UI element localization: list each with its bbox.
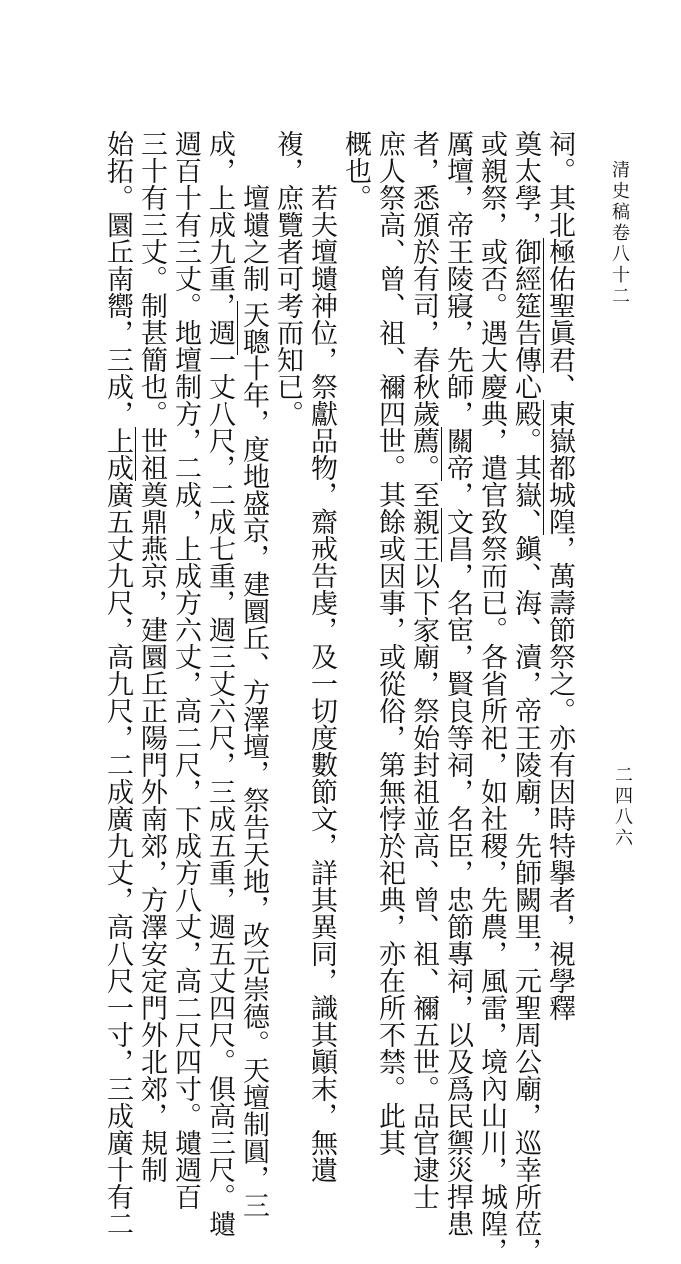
- text-segment: 者，悉頒於有司，春秋歲薦。至親王以下家廟，祭始封祖並高、曾、祖、禰五世。品官逮士: [408, 130, 439, 1210]
- text-column: [304, 130, 338, 1183]
- text-segment: 奠鼎燕京，建圜丘正陽門外南郊，方澤安定門外北郊，規制: [136, 481, 167, 1183]
- proper-name-mark: 世祖: [136, 427, 167, 481]
- proper-name-mark: 極佑聖眞君: [544, 238, 575, 373]
- text-segment: 壇壝之制: [238, 184, 269, 301]
- text-column: [236, 130, 270, 1219]
- text-segment: ，名宦，賢良等祠，名臣，忠節專祠，以及爲民禦災捍患: [442, 562, 473, 1237]
- body-text: [100, 130, 576, 1264]
- text-segment: ，: [442, 481, 473, 508]
- text-segment: 週百十有三丈。地壇制方，二成，上成方六丈，高二尺，下成方八丈，高二尺四寸。壝週百: [170, 130, 201, 1210]
- text-segment: 概也。: [340, 130, 371, 211]
- text-segment: 成，上成九重，週一丈八尺，二成七重，週三丈六尺，三成五重，週五丈四尺。俱高三尺。壝: [204, 130, 235, 1237]
- page-number: 二四八六: [612, 765, 633, 849]
- text-segment: 、: [544, 373, 575, 400]
- text-segment: 奠太學，御經筵告傳心殿。其嶽、鎭、海、瀆，帝王陵廟，先師闕里，元聖周公廟，巡幸所莅，: [510, 130, 541, 1264]
- text-column: [338, 130, 372, 960]
- text-segment: 祠。其北: [544, 130, 575, 238]
- text-column: [474, 130, 508, 1264]
- text-column: [406, 130, 440, 1210]
- proper-name-mark: 都城隍: [544, 454, 575, 535]
- text-segment: 厲壇，帝王陵寢，先師，: [442, 130, 473, 427]
- text-column: [542, 130, 576, 1021]
- text-column: [168, 130, 202, 1210]
- proper-name-mark: 東嶽: [544, 400, 575, 454]
- proper-name-mark: 關帝: [442, 427, 473, 481]
- proper-name-mark: 天聰: [238, 300, 269, 355]
- text-segment: 始拓。圜丘南嚮，三成，上成廣五丈九尺，高九尺，二成廣九丈，高八尺一寸，三成廣十有二: [102, 130, 133, 1237]
- text-segment: 庶人祭高、曾、祖、禰四世。其餘或因事，或從俗，第無悖於祀典，亦在所不禁。此其: [374, 130, 405, 1156]
- text-segment: 或親祭，或否。遇大慶典，遣官致祭而已。各省所祀，如社稷，先農，風雷，境內山川，城隍，: [476, 130, 507, 1264]
- text-column: [270, 130, 304, 960]
- text-column: [202, 130, 236, 1237]
- running-header: 清史稿卷八十二: [609, 160, 630, 307]
- proper-name-mark: 文昌: [442, 508, 473, 562]
- text-segment: ，萬壽節祭之。亦有因時特擧者，視學釋: [544, 535, 575, 1021]
- text-segment: 十年，度地盛京，建圜丘、方澤壇，祭告天地，改元崇德。天壇制圓，三: [238, 354, 269, 1219]
- text-column: [100, 130, 134, 1237]
- text-column: [372, 130, 406, 1156]
- text-segment: 複，庶覽者可考而知已。: [272, 130, 303, 427]
- text-segment: 三十有三丈。制甚簡也。: [136, 130, 167, 427]
- text-segment: 若夫壇壝神位，祭獻品物，齋戒告虔，及一切度數節文，詳其異同，識其顚末，無遺: [306, 184, 337, 1183]
- text-column: [134, 130, 168, 1183]
- text-column: [440, 130, 474, 1237]
- text-column: [508, 130, 542, 1264]
